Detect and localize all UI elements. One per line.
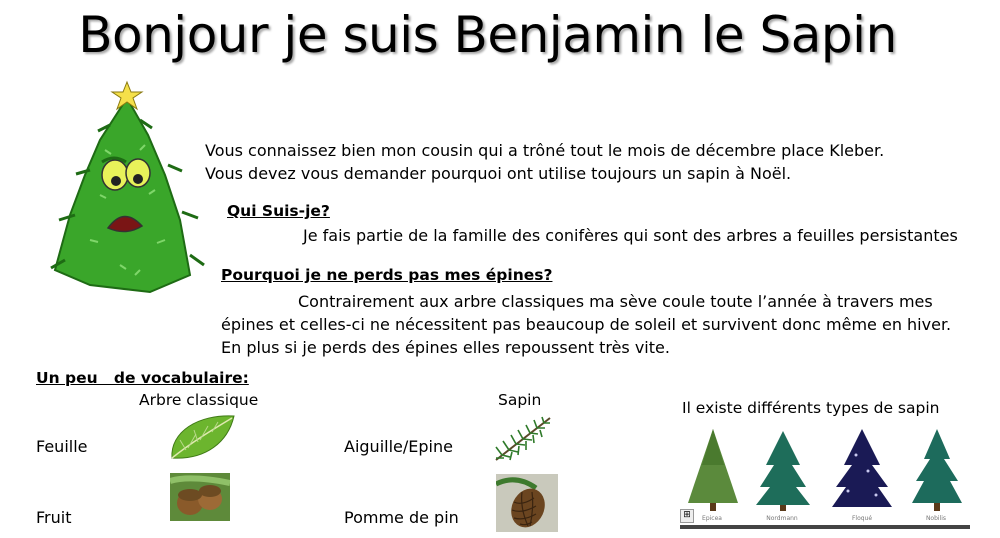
floque-tree-image <box>828 425 896 517</box>
vocab-heading: Un peu de vocabulaire: <box>36 369 249 387</box>
section-text-qui-suis-je: Je fais partie de la famille des conifères qui sont des arbres a feuilles persistantes <box>303 226 958 245</box>
fir-branch-image <box>492 414 554 464</box>
tree-label-nobilis: Nobilis <box>925 515 947 522</box>
sapin-types-caption: Il existe différents types de sapin <box>682 399 940 417</box>
vocab-col-sapin: Sapin <box>498 391 542 409</box>
intro-paragraph: Vous connaissez bien mon cousin qui a trôné tout le mois de décembre place Kleber. Vous devez vous demander pourquoi ont utilise toujours un sapin à Noël. <box>205 141 885 183</box>
pine-cone-image <box>496 474 558 532</box>
vocab-feuille: Feuille <box>36 437 88 456</box>
vocab-fruit: Fruit <box>36 508 72 527</box>
expand-icon[interactable]: ⊞ <box>680 509 694 523</box>
tree-label-epicea: Epicea <box>702 515 722 522</box>
vocab-col-classic: Arbre classique <box>139 391 259 409</box>
epicea-tree-image <box>682 425 744 517</box>
tree-body <box>51 98 204 292</box>
tree-label-nordmann: Nordmann <box>766 515 798 522</box>
tree-label-floque: Floqué <box>851 515 873 522</box>
vocab-aiguille: Aiguille/Epine <box>344 437 453 456</box>
cartoon-sapin-illustration <box>30 80 210 305</box>
sapin-types-strip <box>680 425 970 529</box>
section-heading-qui-suis-je: Qui Suis-je? <box>227 202 330 220</box>
nordmann-tree-image <box>752 425 814 517</box>
nobilis-tree-image <box>906 425 968 517</box>
vocab-pomme-de-pin: Pomme de pin <box>344 508 459 527</box>
leaf-image <box>168 412 238 462</box>
page-title: Bonjour je suis Benjamin le Sapin <box>78 6 897 64</box>
section-text-epines: Contrairement aux arbre classiques ma sève coule toute l’année à travers mes épines et celles-ci ne nécessitent pas beaucoup de soleil et survivent donc même en hiver. En plus si je perds des épines elles repoussent très vite. <box>221 292 952 357</box>
fruit-image <box>170 473 230 521</box>
section-heading-epines: Pourquoi je ne perds pas mes épines? <box>221 266 553 284</box>
